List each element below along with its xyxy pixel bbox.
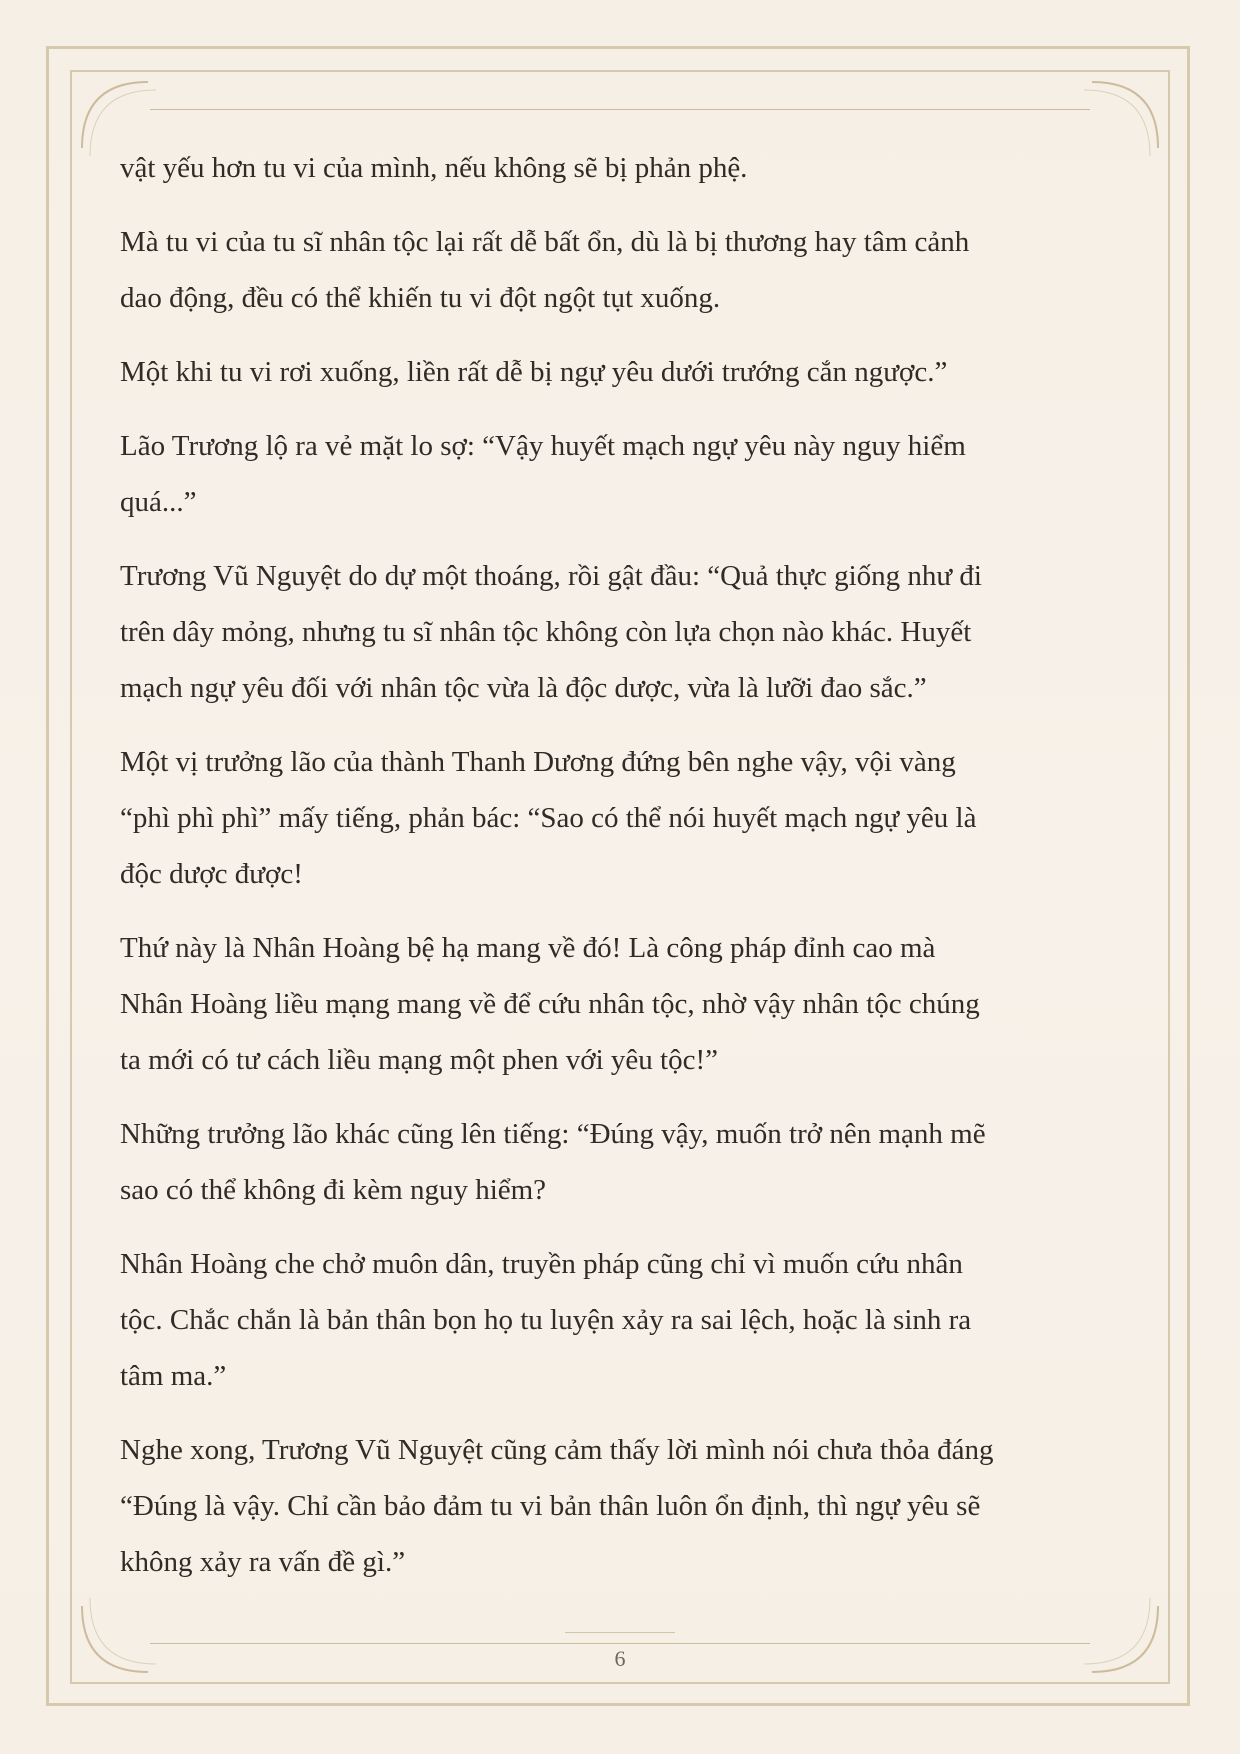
page-number-ornament xyxy=(565,1632,675,1633)
paragraph: Thứ này là Nhân Hoàng bệ hạ mang về đó! Là công pháp đỉnh cao mà Nhân Hoàng liều mạng mang về để cứu nhân tộc, nhờ vậy nhân tộc chúng ta mới có tư cách liều mạng một phen với yêu tộc!” xyxy=(120,932,980,1076)
paragraph: Những trưởng lão khác cũng lên tiếng: “Đúng vậy, muốn trở nên mạnh mẽ sao có thể không đi kèm nguy hiểm? xyxy=(120,1118,986,1206)
header-divider xyxy=(150,109,1090,110)
paragraph: Nghe xong, Trương Vũ Nguyệt cũng cảm thấy lời mình nói chưa thỏa đáng “Đúng là vậy. Chỉ cần bảo đảm tu vi bản thân luôn ổn định, thì ngự yêu sẽ không xảy ra vấn đề gì.” xyxy=(120,1434,994,1578)
paragraph: Mà tu vi của tu sĩ nhân tộc lại rất dễ bất ổn, dù là bị thương hay tâm cảnh dao động, đều có thể khiến tu vi đột ngột tụt xuống. xyxy=(120,226,970,314)
paragraph: Một vị trưởng lão của thành Thanh Dương đứng bên nghe vậy, vội vàng “phì phì phì” mấy tiếng, phản bác: “Sao có thể nói huyết mạch ngự yêu là độc dược được! xyxy=(120,746,977,890)
paragraph: Lão Trương lộ ra vẻ mặt lo sợ: “Vậy huyết mạch ngự yêu này nguy hiểm quá...” xyxy=(120,430,966,518)
footer-divider xyxy=(150,1643,1090,1644)
paragraph: Nhân Hoàng che chở muôn dân, truyền pháp cũng chỉ vì muốn cứu nhân tộc. Chắc chắn là bản thân bọn họ tu luyện xảy ra sai lệch, hoặc là sinh ra tâm ma.” xyxy=(120,1248,972,1392)
page-number: 6 xyxy=(614,1646,626,1671)
paragraph: vật yếu hơn tu vi của mình, nếu không sẽ bị phản phệ. xyxy=(120,152,748,184)
page-body xyxy=(120,140,1130,1608)
paragraph: Trương Vũ Nguyệt do dự một thoáng, rồi gật đầu: “Quả thực giống như đi trên dây mỏng, nhưng tu sĩ nhân tộc không còn lựa chọn nào khác. Huyết mạch ngự yêu đối với nhân tộc vừa là độc dược, vừa là lưỡi đao sắc.” xyxy=(120,560,982,704)
paragraph: Một khi tu vi rơi xuống, liền rất dễ bị ngự yêu dưới trướng cắn ngược.” xyxy=(120,356,948,388)
